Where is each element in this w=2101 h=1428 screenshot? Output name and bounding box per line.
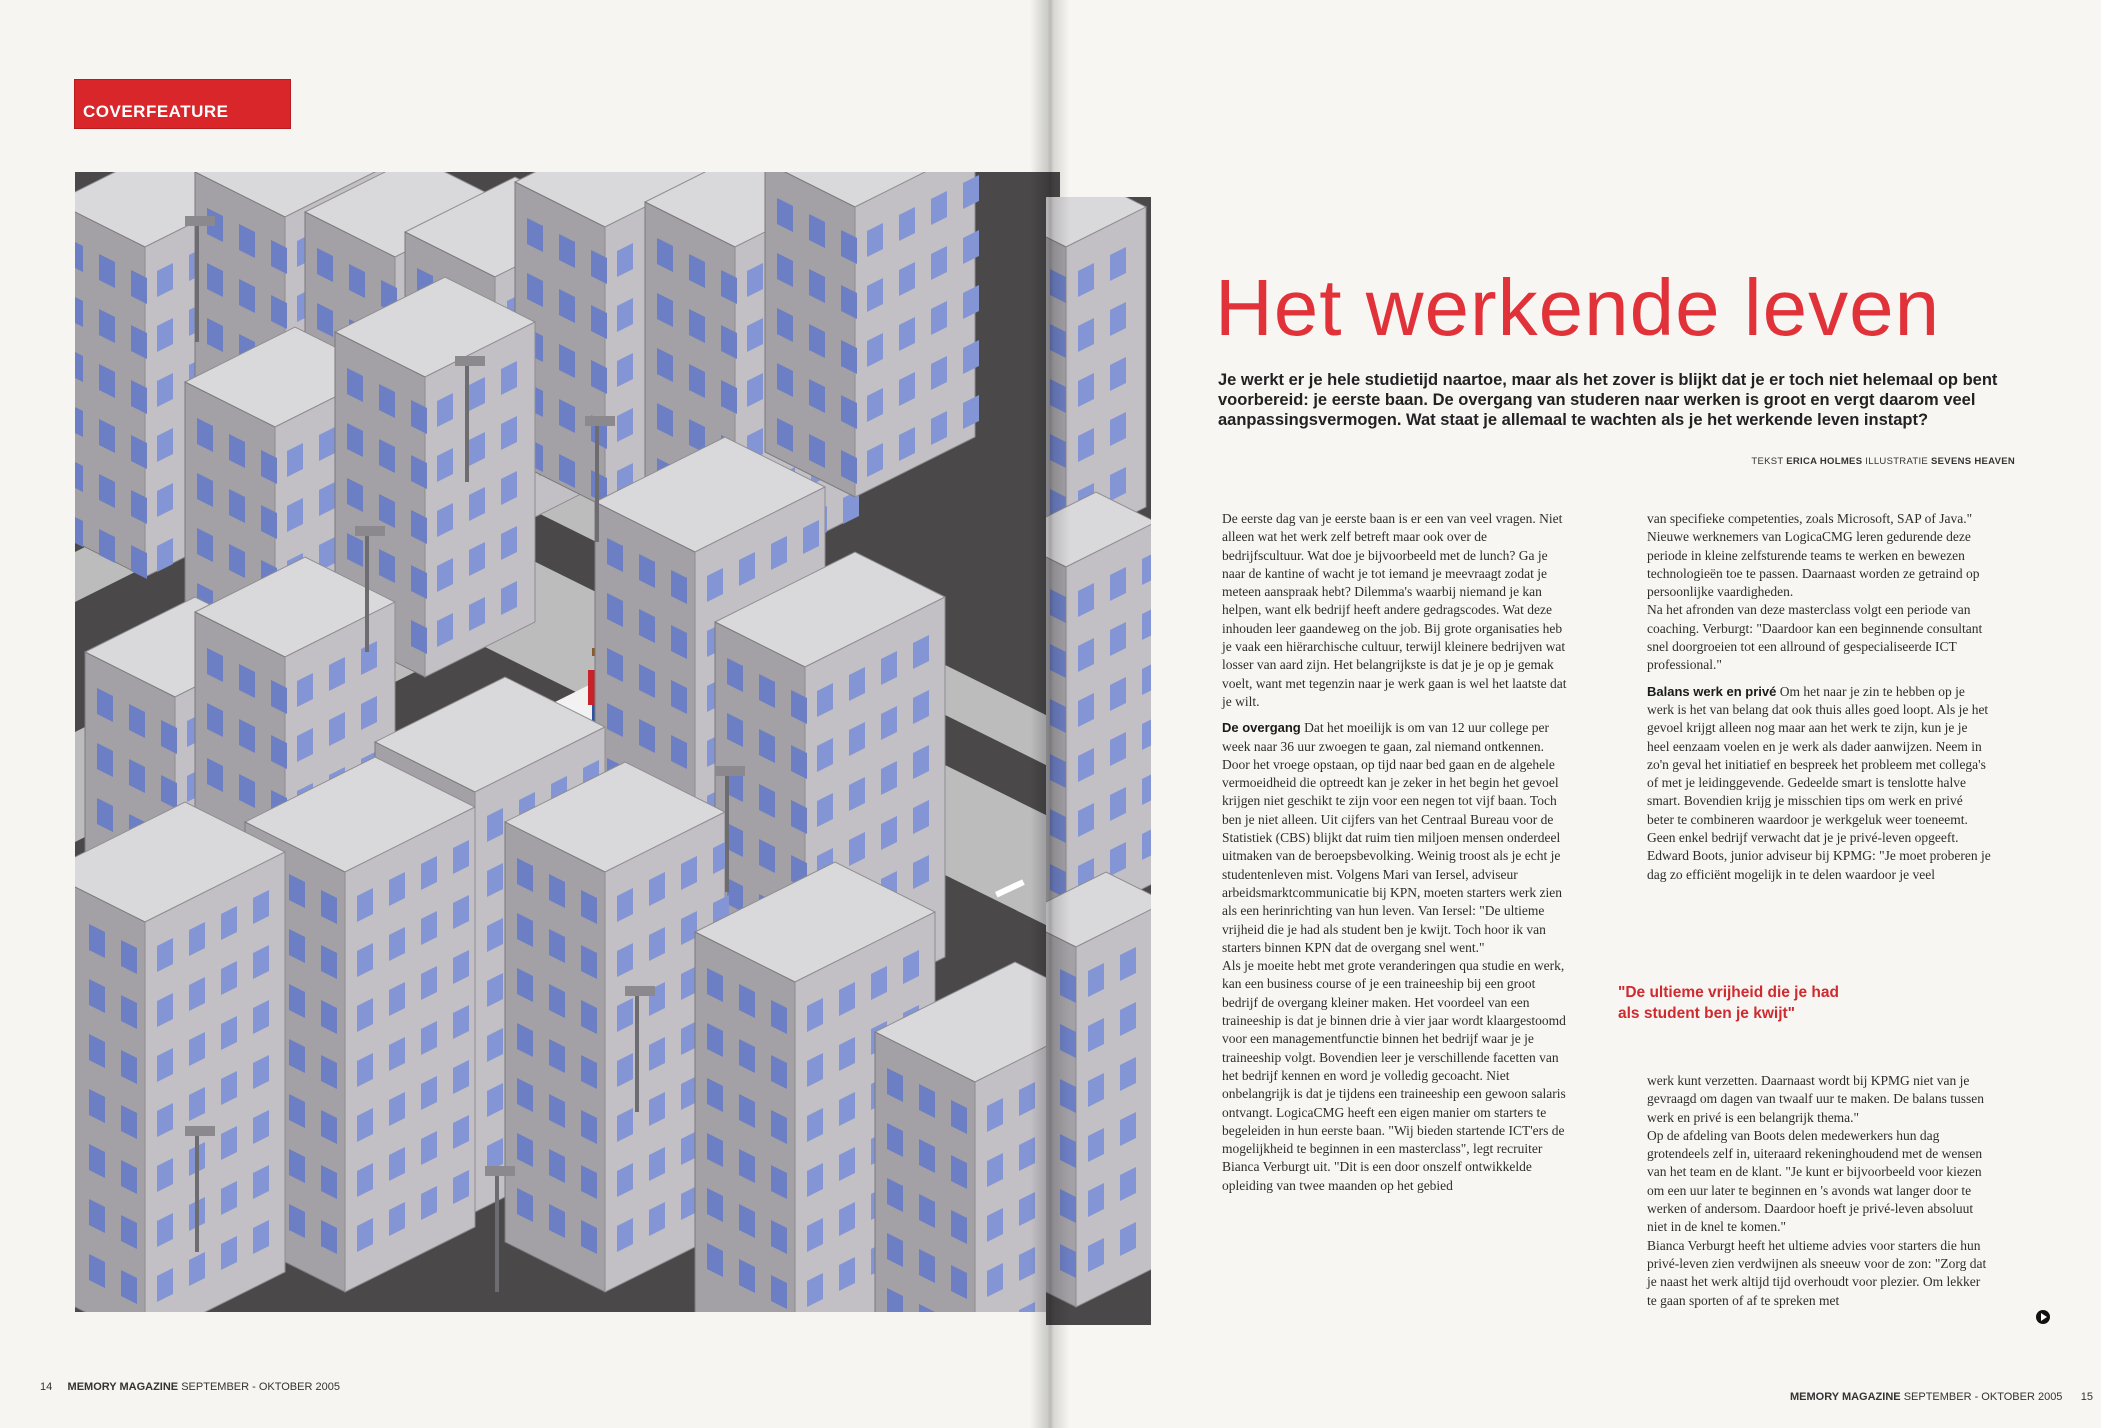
article-column-2-bottom	[1647, 1072, 1992, 1310]
right-footer	[1790, 1391, 2093, 1403]
col2-paragraph-1: van specifieke competenties, zoals Microsoft, SAP of Java." Nieuwe werknemers van LogicaCMG leren gedurende deze periode in kleine zelfsturende teams te werken en bewezen technologieën toe te passen. Daarnaast worden ze getraind op persoonlijke vaardigheden.	[1647, 511, 1980, 600]
isometric-city-image	[75, 172, 1060, 1312]
col1-paragraph-3: Als je moeite hebt met grote veranderingen qua studie en werk, kan een business course of je een traineeship bij een groot bedrijf de overgang kleiner maken. Het voordeel van een traineeship is dat je binnen drie à vier jaar wordt klaargestoomd voor een managementfunctie binnen het bedrijf waar je je traineeship volgt. Bovendien leer je verschillende facetten van het bedrijf kennen en word je volledig gecoacht. Niet onbelangrijk is dat je tijdens een traineeship een gewoon salaris ontvangt. LogicaCMG heeft een eigen manier om starters te begeleiden in hun eerste baan. "Wij bieden startende ICT'ers de mogelijkheid te beginnen in een masterclass", legt recruiter Bianca Verburgt uit. "Dit is een door onszelf ontwikkelde opleiding van twee maanden op het gebied	[1222, 958, 1566, 1193]
right-issue: SEPTEMBER - OKTOBER 2005	[1903, 1391, 2063, 1403]
col2-paragraph-3	[1647, 683, 1992, 884]
building-icon	[75, 802, 285, 1312]
section-tag-label: COVERFEATURE	[83, 102, 229, 121]
col2-paragraph-4: werk kunt verzetten. Daarnaast wordt bij KPMG niet van je gevraagd om dagen van twaalf uur te maken. De balans tussen werk en privé is een belangrijk thema."	[1647, 1073, 1985, 1125]
credit-author: ERICA HOLMES	[1786, 456, 1863, 467]
article-title: Het werkende leven	[1215, 263, 1941, 352]
left-page-number: 14	[40, 1381, 53, 1393]
pull-quote: "De ultieme vrijheid die je had als student ben je kwijt"	[1618, 984, 1839, 1022]
article-lead: Je werkt er je hele studietijd naartoe, maar als het zover is blijkt dat je er toch niet helemaal op bent voorbereid: je eerste baan. De overgang van studeren naar werken is groot en vergt daarom veel aanpassingsvermogen. Wat staat je allemaal te wachten als je het werkende leven instapt?	[1218, 371, 1998, 429]
article-column-2-top	[1647, 510, 1992, 884]
section-tag	[75, 80, 290, 128]
building-icon	[765, 172, 979, 497]
col2-paragraph-3-text: Om het naar je zin te hebben op je werk is het van belang dat ook thuis alles goed loopt. Als je het gevoel krijgt alleen nog maar aan het werk te zijn, kun je je heel eenzaam voelen en je werk als dader aanwijzen. Neem in zo'n geval het initiatief en bespreek het probleem met collega's of met je leidinggevende. Gedeelde smart is tenslotte halve smart. Bovendien krijg je misschien tips om werk en privé beter te combineren waardoor je werkgeluk weer toeneemt. Geen enkel bedrijf verwacht dat je je privé-leven opgeeft. Edward Boots, junior adviseur bij KPMG: "Je moet proberen je dag zo efficiënt mogelijk in te delen waardoor je veel	[1647, 683, 1991, 882]
credit-text-label: TEKST	[1751, 456, 1784, 467]
col1-paragraph-2	[1222, 719, 1567, 957]
city-illustration	[75, 172, 1060, 1312]
right-magazine-name: MEMORY MAGAZINE	[1790, 1391, 1901, 1403]
building-icon	[1046, 492, 1151, 927]
credit-illustrator: SEVENS HEAVEN	[1931, 456, 2015, 467]
credit-illustration-label: ILLUSTRATIE	[1865, 456, 1929, 467]
left-issue: SEPTEMBER - OKTOBER 2005	[181, 1381, 340, 1393]
left-magazine-name: MEMORY MAGAZINE	[67, 1381, 179, 1393]
isometric-city-image-right	[1046, 197, 1151, 1325]
right-page-number: 15	[2080, 1391, 2094, 1403]
building-icon	[1046, 872, 1151, 1307]
article-column-1	[1222, 510, 1567, 1195]
left-footer	[40, 1381, 340, 1393]
city-illustration-continued	[1046, 197, 1151, 1325]
col2-paragraph-5: Op de afdeling van Boots delen medewerkers hun dag grotendeels zelf in, uiteraard rekeninghoudend met de wensen van het team en de klant. "Je kunt er bijvoorbeeld voor kiezen om een uur later te beginnen en 's avonds wat langer door te werken of andersom. Daardoor hoeft je privé-leven absoluut niet in de knel te komen."	[1647, 1127, 1983, 1235]
continue-arrow-icon	[2036, 1310, 2050, 1324]
col1-paragraph-2-text: Dat het moeilijk is om van 12 uur college per week naar 36 uur zwoegen te gaan, zal niemand ontkennen. Door het vroege opstaan, op tijd naar bed gaan en de algehele vermoeidheid die optreedt kan je zeker in het begin het gevoel krijgen niet geschikt te zijn voor een negen tot vijf baan. Toch ben je niet alleen. Uit cijfers van het Centraal Bureau voor de Statistiek (CBS) blijkt dat ruim tien miljoen mensen onderdeel uitmaken van de beroepsbevolking. Weinig troost als je echt je studentenleven mist. Volgens Mari van Iersel, adviseur arbeidsmarktcommunicatie bij KPN, moeten starters werk zien als een herinrichting van hun leven. Van Iersel: "De ultieme vrijheid die je had als student ben je kwijt. Toch hoor ik van starters binnen KPN dat de overgang snel went."	[1222, 720, 1563, 955]
subhead-balans-werk-en-prive: Balans werk en privé	[1647, 683, 1777, 699]
subhead-de-overgang: De overgang	[1222, 720, 1301, 736]
col2-paragraph-6: Bianca Verburgt heeft het ultieme advies voor starters die hun privé-leven zien verdwijnen als sneeuw voor de zon: "Zorg dat je naast het werk altijd tijd overhoudt voor plezier. Om lekker te gaan sporten of af te spreken met	[1647, 1237, 1987, 1308]
col2-paragraph-2: Na het afronden van deze masterclass volgt een periode van coaching. Verburgt: "Daardoor kan een beginnende consultant snel doorgroeien tot een allround of gespecialiseerde ICT professional."	[1647, 602, 1983, 673]
article-credit	[1751, 456, 2015, 467]
col1-paragraph-1: De eerste dag van je eerste baan is er een van veel vragen. Niet alleen wat het werk zelf betreft maar ook over de bedrijfscultuur. Wat doe je bijvoorbeeld met de lunch? Ga je naar de kantine of wacht je tot iemand je meevraagt zodat je meteen aanspraak hebt? Dilemma's waarbij niemand je kan helpen, want elk bedrijf heeft andere gedragscodes. Wat deze inhouden leer gaandeweg on the job. Bij grote organisaties heb je vaak een hiërarchische cultuur, terwijl kleinere bedrijven wat losser van aard zijn. Het belangrijkste is dat je je op je gemak voelt, want met tegenzin naar je werk gaan is wel het laatste dat je wilt.	[1222, 511, 1567, 709]
